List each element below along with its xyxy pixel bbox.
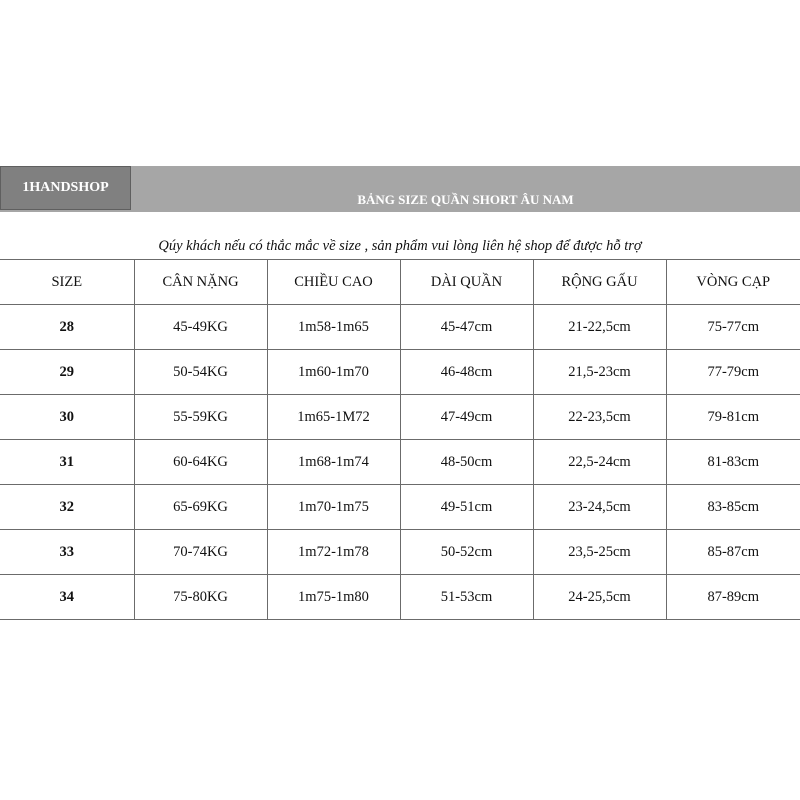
size-cell: 29 (0, 350, 134, 395)
table-row (0, 305, 800, 350)
hem-width-cell: 22-23,5cm (533, 395, 666, 440)
table-row (0, 440, 800, 485)
weight-cell: 60-64KG (134, 440, 267, 485)
hem-width-cell: 22,5-24cm (533, 440, 666, 485)
column-header: RỘNG GẤU (533, 260, 666, 305)
length-cell: 48-50cm (400, 440, 533, 485)
table-row (0, 395, 800, 440)
height-cell: 1m60-1m70 (267, 350, 400, 395)
height-cell: 1m75-1m80 (267, 575, 400, 620)
brand-label: 1HANDSHOP (0, 166, 131, 210)
weight-cell: 75-80KG (134, 575, 267, 620)
header-row (0, 260, 800, 305)
waist-cell: 83-85cm (666, 485, 800, 530)
column-header: SIZE (0, 260, 134, 305)
waist-cell: 85-87cm (666, 530, 800, 575)
column-header: CHIỀU CAO (267, 260, 400, 305)
hem-width-cell: 21-22,5cm (533, 305, 666, 350)
size-cell: 34 (0, 575, 134, 620)
length-cell: 51-53cm (400, 575, 533, 620)
header-bar (0, 166, 800, 212)
weight-cell: 55-59KG (134, 395, 267, 440)
table-row (0, 575, 800, 620)
size-cell: 31 (0, 440, 134, 485)
size-chart (0, 166, 800, 634)
table-row (0, 350, 800, 395)
length-cell: 50-52cm (400, 530, 533, 575)
waist-cell: 87-89cm (666, 575, 800, 620)
height-cell: 1m72-1m78 (267, 530, 400, 575)
table-row (0, 485, 800, 530)
waist-cell: 75-77cm (666, 305, 800, 350)
size-cell: 30 (0, 395, 134, 440)
hem-width-cell: 24-25,5cm (533, 575, 666, 620)
length-cell: 46-48cm (400, 350, 533, 395)
waist-cell: 77-79cm (666, 350, 800, 395)
size-table (0, 259, 800, 620)
column-header: VÒNG CẠP (666, 260, 800, 305)
size-cell: 28 (0, 305, 134, 350)
length-cell: 49-51cm (400, 485, 533, 530)
weight-cell: 70-74KG (134, 530, 267, 575)
weight-cell: 65-69KG (134, 485, 267, 530)
hem-width-cell: 23,5-25cm (533, 530, 666, 575)
height-cell: 1m68-1m74 (267, 440, 400, 485)
weight-cell: 45-49KG (134, 305, 267, 350)
column-header: CÂN NẶNG (134, 260, 267, 305)
height-cell: 1m58-1m65 (267, 305, 400, 350)
length-cell: 45-47cm (400, 305, 533, 350)
size-cell: 33 (0, 530, 134, 575)
hem-width-cell: 23-24,5cm (533, 485, 666, 530)
column-header: DÀI QUẦN (400, 260, 533, 305)
table-row (0, 530, 800, 575)
height-cell: 1m65-1M72 (267, 395, 400, 440)
chart-title: BẢNG SIZE QUẦN SHORT ÂU NAM (357, 192, 574, 207)
waist-cell: 79-81cm (666, 395, 800, 440)
length-cell: 47-49cm (400, 395, 533, 440)
size-cell: 32 (0, 485, 134, 530)
height-cell: 1m70-1m75 (267, 485, 400, 530)
hem-width-cell: 21,5-23cm (533, 350, 666, 395)
support-note: Qúy khách nếu có thắc mắc về size , sản phẩm vui lòng liên hệ shop để được hỗ trợ (158, 238, 642, 254)
waist-cell: 81-83cm (666, 440, 800, 485)
weight-cell: 50-54KG (134, 350, 267, 395)
